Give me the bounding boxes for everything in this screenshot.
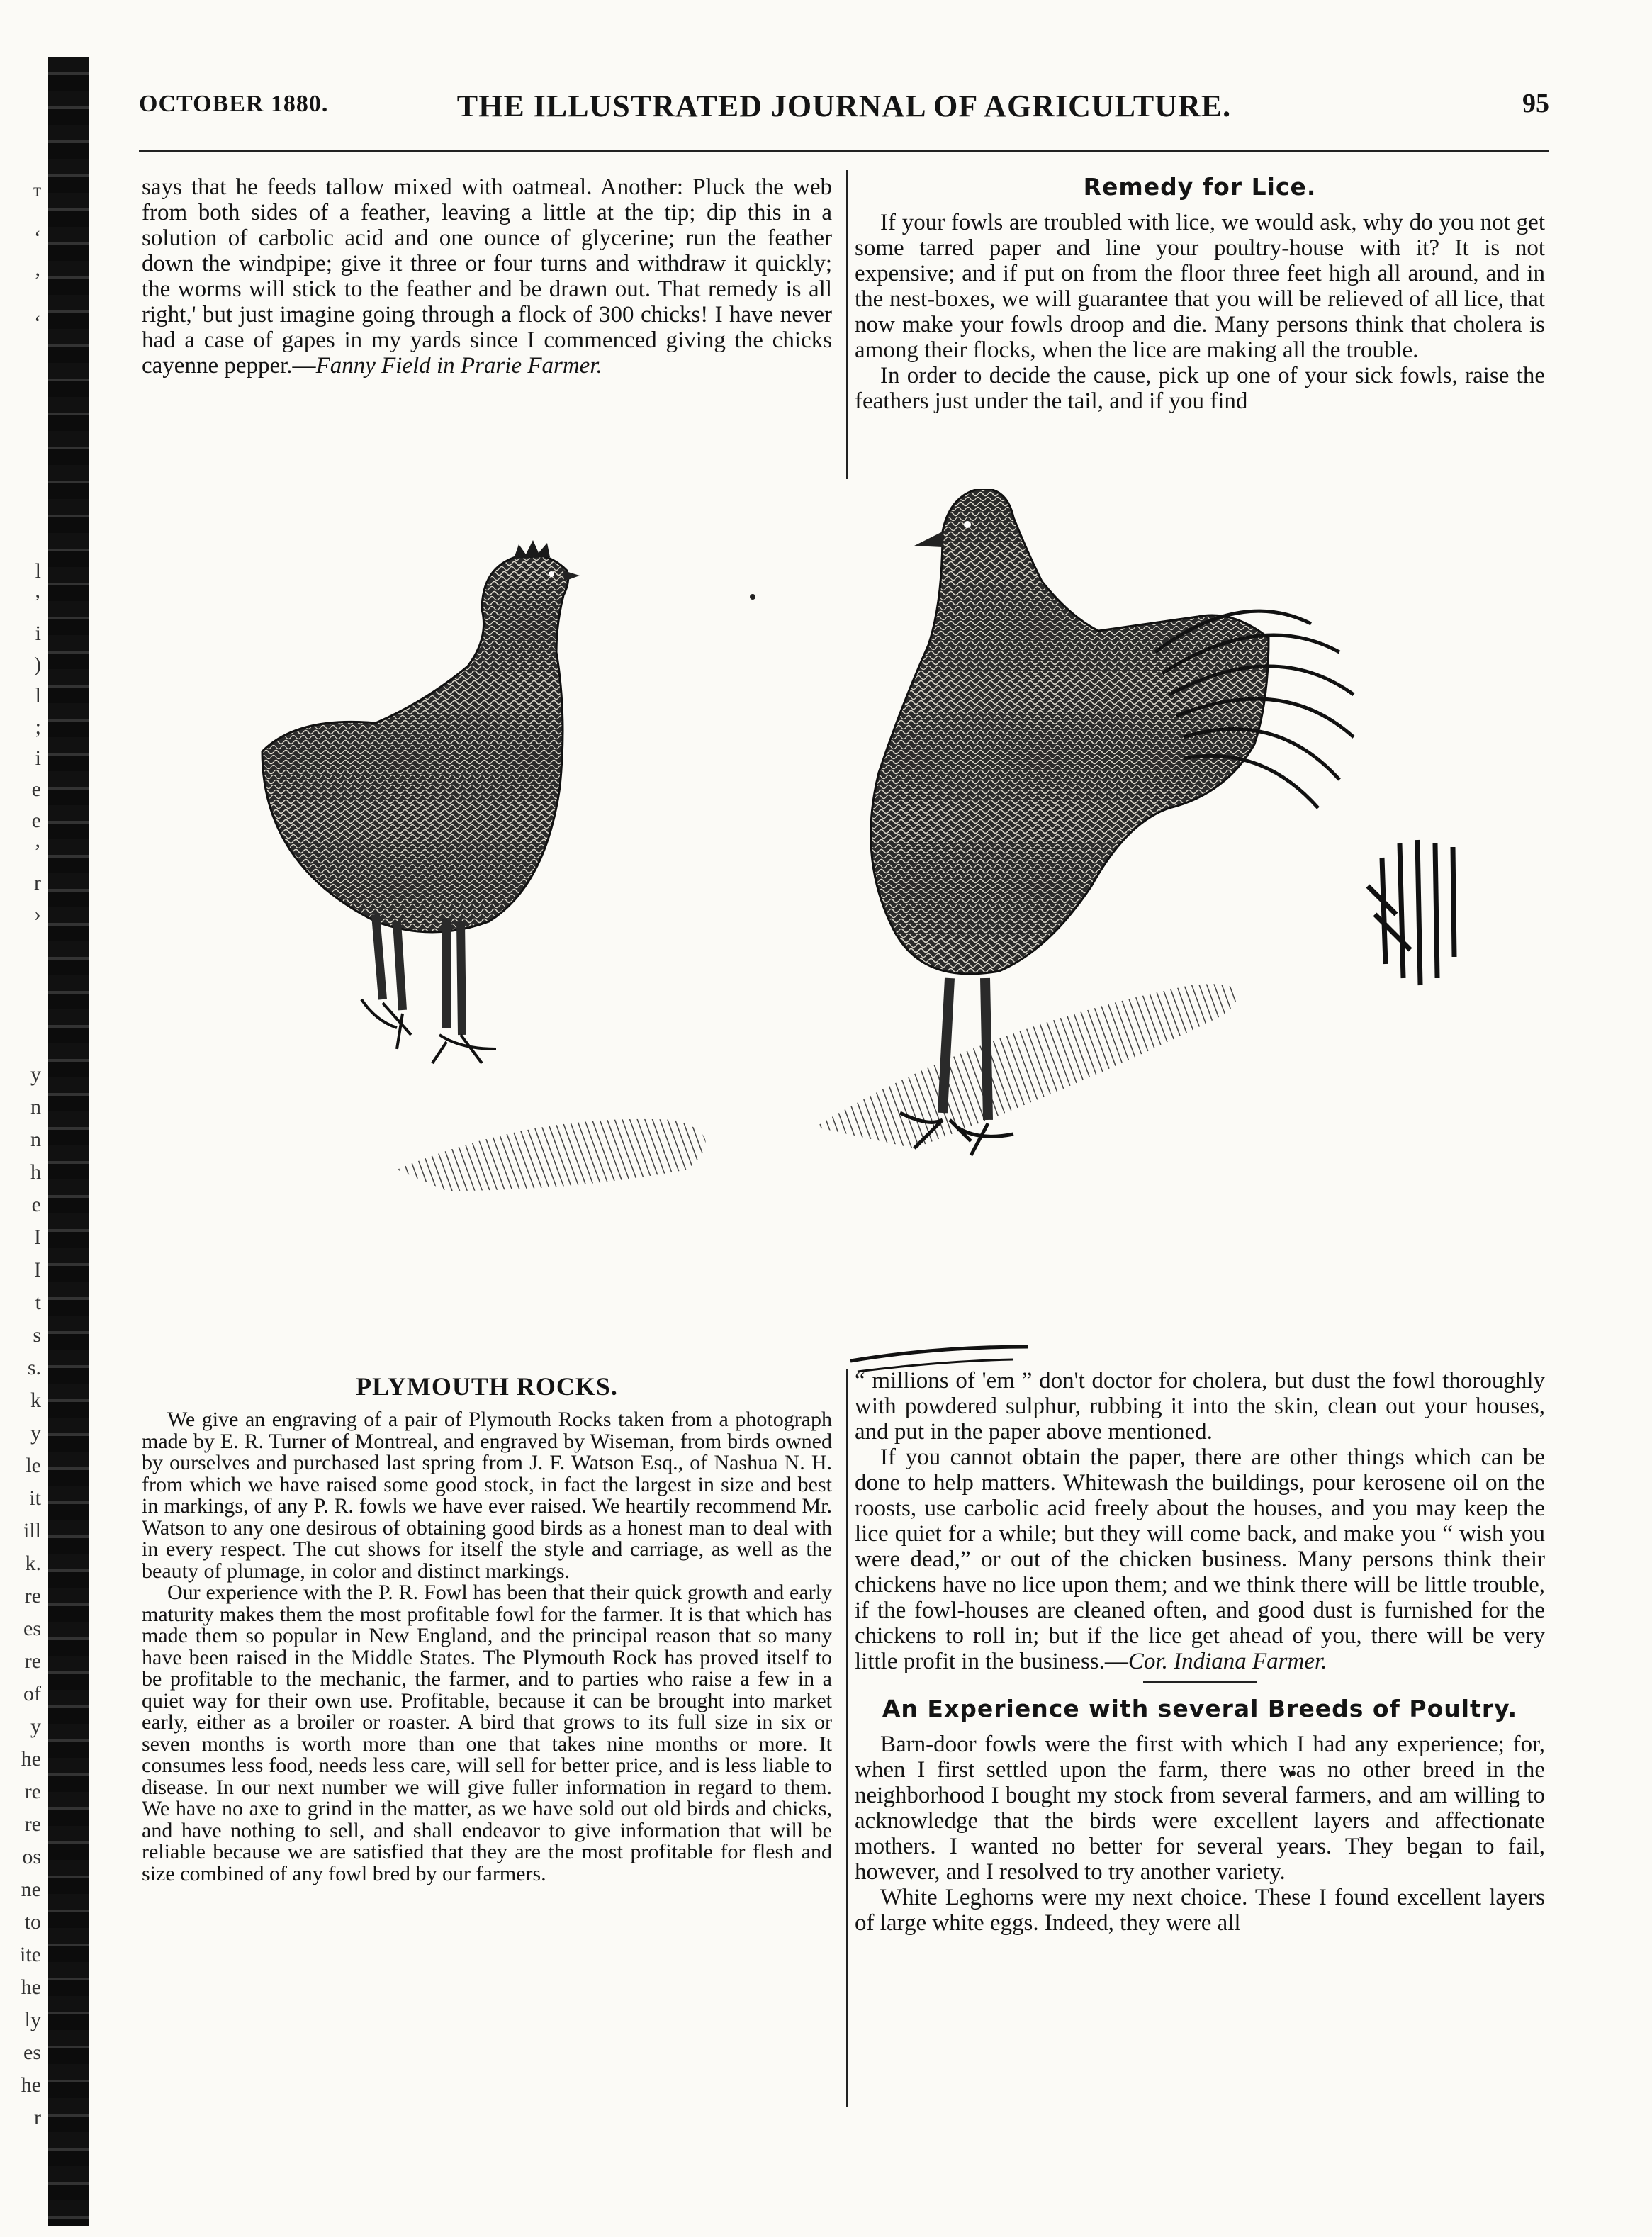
lice-heading: Remedy for Lice.	[1083, 173, 1317, 201]
gapes-text: says that he feeds tallow mixed with oatmeal. Another: Pluck the web from both sides of a feather, leaving a little at the tip; dip this in a solution of carbolic acid and one ounce of glycerine; run the feather down the windpipe; give it three or four turns and withdraw it quickly; the worms will stick to the feather and be drawn out. That remedy is all right,' but just imagine going through a flock of 300 chicks! I have never had a case of gapes in my yards since I commenced giving the chicks cayenne pepper.—	[142, 174, 832, 379]
bleed-through-char: re	[24, 1780, 41, 1803]
bleed-through-char: l	[35, 684, 41, 707]
bleed-through-char: e	[31, 1193, 41, 1216]
plymouth-rocks-engraving	[234, 489, 1566, 1382]
bleed-through-char: it	[29, 1486, 41, 1510]
bleed-through-char: he	[21, 2073, 41, 2097]
hen-shadow	[397, 1119, 706, 1191]
bleed-through-char: ‘	[34, 226, 41, 250]
margin-bleed-through	[0, 0, 48, 2237]
bleed-through-char: ᵀ	[33, 184, 41, 207]
bleed-through-char: os	[22, 1845, 41, 1868]
bleed-through-char: he	[21, 1975, 41, 1999]
bleed-through-char: ;	[35, 715, 41, 739]
bleed-through-char: I	[34, 1226, 41, 1249]
bleed-through-char: r	[34, 2106, 41, 2129]
lice-paragraph-2: In order to decide the cause, pick up one of your sick fowls, raise the feathers just under the tail, and if you find	[855, 363, 1545, 414]
plymouth-paragraph-1: We give an engraving of a pair of Plymouth Rocks taken from a photograph made by E. R. Turner of Montreal, and engraved by Wiseman, from birds owned by ourselves and purchased last spring from J. F. Watson Esq., of Nashua N. H. from which we have raised some good stock, in fact the largest in size and best in markings, of any P. R. fowls we have ever raised. We heartily recommend Mr. Watson to any one desirous of obtaining good birds as a honest man to deal with in every respect. The cut shows for itself the style and carriage, as well as the beauty of plumage, in color and distinct markings.	[142, 1408, 832, 1583]
bleed-through-char: ne	[21, 1878, 41, 1901]
bleed-through-char: i	[35, 622, 41, 645]
bleed-through-char: ’	[34, 840, 41, 863]
bleed-through-char: I	[34, 1258, 41, 1282]
gapes-article	[142, 174, 832, 379]
bleed-through-char: ly	[24, 2008, 41, 2031]
page-header	[139, 85, 1549, 128]
plymouth-heading: PLYMOUTH ROCKS.	[356, 1372, 618, 1401]
experience-paragraph-2: White Leghorns were my next choice. These I found excellent layers of large white eggs. Indeed, they were all	[855, 1885, 1545, 1936]
bleed-through-char: )	[34, 653, 41, 676]
experience-heading: An Experience with several Breeds of Poultry.	[882, 1695, 1518, 1722]
bleed-through-char: r	[34, 871, 41, 895]
bleed-through-char: k	[30, 1389, 41, 1412]
bleed-through-char: le	[26, 1454, 41, 1477]
page-number: 95	[1522, 89, 1549, 118]
bleed-through-char: of	[23, 1682, 41, 1705]
bleed-through-char: n	[30, 1128, 41, 1151]
bleed-through-char: e	[31, 778, 41, 801]
bleed-through-char: es	[23, 2041, 41, 2064]
bleed-through-char: y	[30, 1715, 41, 1738]
bleed-through-char: ’	[34, 590, 41, 614]
hen-figure	[262, 540, 580, 1063]
gapes-signature: Fanny Field in Prarie Farmer.	[315, 353, 602, 379]
bleed-through-char: n	[30, 1095, 41, 1118]
bleed-through-char: re	[24, 1649, 41, 1673]
lice-article	[855, 173, 1545, 414]
plymouth-paragraph-2: Our experience with the P. R. Fowl has been that their quick growth and early maturity makes them the most profitable fowl for the farmer. It is that which has made them so popular in New England, and the principal reason that so many have been raised in the Middle States. The Plymouth Rock has proved itself to be profitable to the mechanic, the farmer, and to parties who raise a few in a quiet way for their own use. Profitable, because it can be brought into market early, either as a broiler or roaster. A bird that grows to its full size in six or seven months is worth more than one that takes nine months or more. It consumes less food, needs less care, will sell for better price, and is less liable to disease. In our next number we will give fuller information in regard to them. We have no axe to grind in the matter, as we have sold out old birds and chicks, and have nothing to sell, and shall endeavor to give information that will be reliable because we are satisfied that they are the most profitable for flesh and size combined of any fowl bred by our farmers.	[142, 1581, 832, 1885]
header-date: OCTOBER 1880.	[139, 91, 329, 117]
bleed-through-char: ite	[20, 1943, 41, 1966]
print-speck	[750, 594, 755, 600]
bleed-through-char: he	[21, 1747, 41, 1771]
rooster-shadow	[815, 984, 1238, 1372]
bleed-through-char: re	[24, 1584, 41, 1608]
lower-column-rule	[846, 1369, 848, 2107]
lice-continued-paragraph-1: “ millions of 'em ” don't doctor for cholera, but dust the fowl thoroughly with powdered sulphur, rubbing it into the skin, clean out your houses, and put in the paper above mentioned.	[855, 1368, 1545, 1445]
section-divider	[1143, 1681, 1257, 1683]
bleed-through-char: ’	[34, 269, 41, 292]
lice-signature: Cor. Indiana Farmer.	[1128, 1649, 1327, 1674]
upper-column-rule	[846, 170, 848, 479]
bleed-through-char: y	[30, 1063, 41, 1086]
bleed-through-char: to	[24, 1910, 41, 1934]
bleed-through-char: e	[31, 809, 41, 832]
header-rule	[139, 150, 1549, 152]
bleed-through-char: t	[35, 1291, 41, 1314]
bleed-through-char: es	[23, 1617, 41, 1640]
picket-fence	[1368, 840, 1454, 985]
bleed-through-char: re	[24, 1812, 41, 1836]
bleed-through-char: ›	[34, 902, 41, 926]
bleed-through-char: i	[35, 746, 41, 770]
bleed-through-char: ill	[23, 1519, 41, 1542]
bleed-through-char: s	[33, 1323, 41, 1347]
bleed-through-char: k.	[25, 1552, 41, 1575]
lice-continued-article	[855, 1368, 1545, 1936]
plymouth-article	[142, 1372, 832, 1885]
page-binding-shadow	[48, 57, 89, 2226]
bleed-through-char: l	[35, 559, 41, 583]
bleed-through-char: s.	[27, 1356, 41, 1379]
lice-paragraph-1: If your fowls are troubled with lice, we would ask, why do you not get some tarred paper and line your poultry-house with it? It is not expensive; and if put on from the floor three feet high all around, and in the nest-boxes, we will guarantee that you will be relieved of all lice, that now make your fowls droop and die. Many persons think that cholera is among their flocks, when the lice are making all the trouble.	[855, 210, 1545, 363]
bleed-through-char: ‘	[34, 311, 41, 335]
journal-title: THE ILLUSTRATED JOURNAL OF AGRICULTURE.	[456, 89, 1232, 123]
bleed-through-char: y	[30, 1421, 41, 1445]
experience-paragraph-1: Barn-door fowls were the first with which I had any experience; for, when I first settled upon the farm, there was no other breed in the neighborhood I bought my stock from several farmers, and am willing to acknowledge that the birds were excellent layers and affectionate mothers. I wanted no better for several years. They began to fail, however, and I resolved to try another variety.	[855, 1732, 1545, 1885]
lice-continued-paragraph-2: If you cannot obtain the paper, there are other things which can be done to help matters. Whitewash the buildings, pour kerosene oil on the roosts, use carbolic acid freely about the houses, and you may keep the lice quiet for a while; but they will come back, and make you “ wish you were dead,” or out of the chicken business. Many persons think their chickens have no lice upon them; and we think there will be little trouble, if the fowl-houses are cleaned often, and good dust is furnished for the chickens to roll in; but if the lice get ahead of you, there will be very little profit in the business.—	[855, 1445, 1545, 1674]
bleed-through-char: h	[30, 1160, 41, 1184]
